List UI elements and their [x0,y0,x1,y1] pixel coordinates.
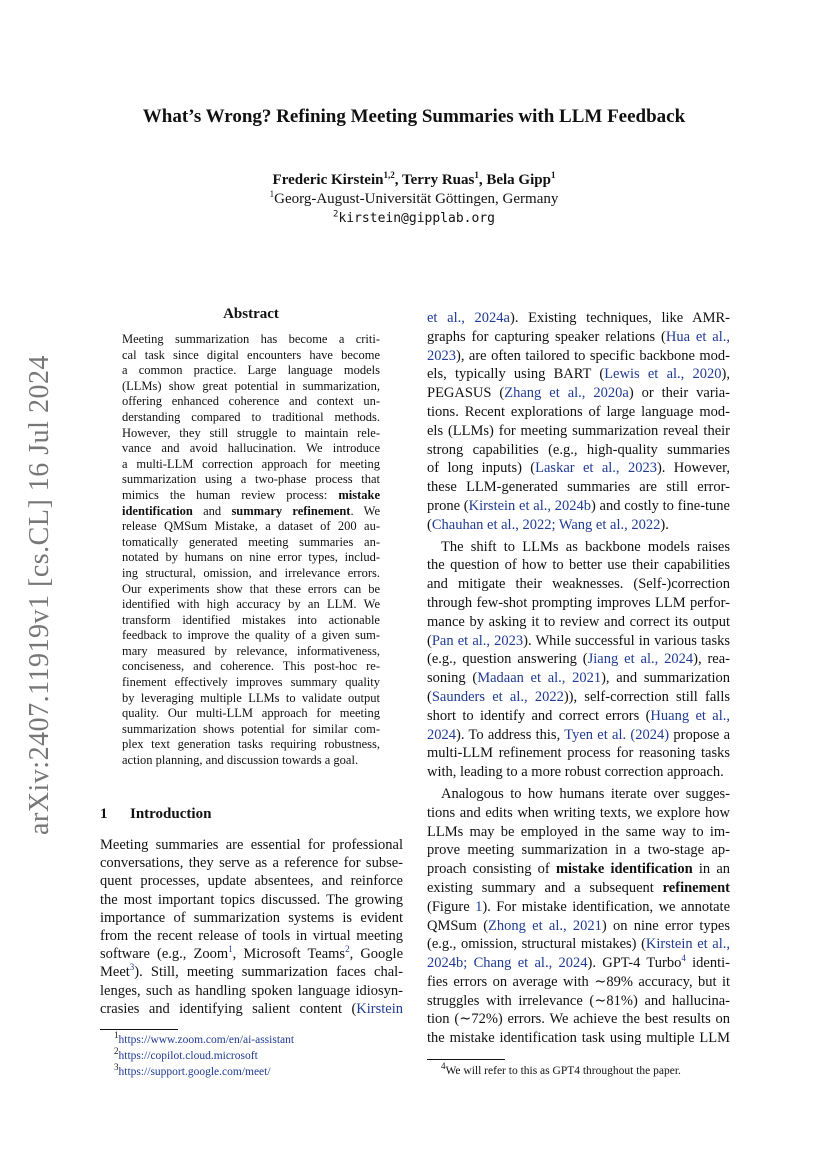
citation-link[interactable]: Tyen et al. (2024) [564,726,670,743]
footnotes-left: $^1$https://www.zoom.com/en/ai-assistant $^2$https://copilot.cloud.microsoft $^3$https://support.google.com/meet/ [114,1030,295,1078]
citation-link[interactable]: Pan et al., 2023 [431,632,524,649]
abstract-line: a common practice. Large language models [122,363,380,378]
citation-link[interactable]: Laskar et al., 2023 [535,460,657,477]
abstract-line: Our experiments show that these errors can be [122,581,380,596]
citation-link[interactable]: Zhong et al., 2021 [488,917,602,934]
author-list: Frederic Kirstein$^{1,2}$, Terry Ruas$^1$, Bela Gipp$^1$ [272,170,556,188]
footnote-right: $^4$We will refer to this as GPT4 throughout the paper. [441,1061,681,1077]
abstract-heading: Abstract [223,306,279,322]
abstract-line: cal task since digital encounters have become [122,347,380,362]
abstract-body [122,332,380,769]
citation-link[interactable]: Kirstein et al., [645,936,730,953]
author-name: Bela Gipp [486,172,551,188]
abstract-line: derstanding compared to traditional methods. [122,409,380,424]
footnote-link[interactable]: https://copilot.cloud.microsoft [118,1050,258,1062]
section-heading-introduction: 1 Introduction [100,806,212,822]
abstract-line: a multi-LLM correction approach for meeting [122,456,380,471]
citation-link[interactable]: Lewis et al., 2020 [604,366,722,383]
abstract-line: However, they still struggle to maintain rele- [122,425,380,440]
author-name: Frederic Kirstein [272,172,384,188]
paper-title: What’s Wrong? Refining Meeting Summaries with LLM Feedback [142,106,686,127]
author-email: $^2$kirstein@gipplab.org [333,209,495,226]
abstract-line: by leveraging multiple LLMs to validate output [122,690,380,705]
abstract-line: summarization using a two-phase process that [122,472,380,487]
intro-column-right: et al., 2024a). Existing techniques, like AMR- graphs for capturing speaker relations (Hua et al., 2023), are often tailored to specific backbone mod- els, typically using BART (Lewis et al., 2020), PEGASUS (Zhang et al., 2020a) or their varia- tions. Recent explorations of large language mod- els (LLMs) for meeting summarization reveal their strong capabilities (e.g., high-quality summaries of long inputs) (Laskar et al., 2023). However, these LLM-generated summaries are still error- prone (Kirstein et al., 2024b) and costly to fine-tune (Chauhan et al., 2022; Wang et al., 2022). The shift to LLMs as backbone models raises the question of how to better use their capabilities and mitigate their weaknesses. (Self-)correction through few-shot prompting improves LLM perfor- mance by asking it to review and correct its output (Pan et al., 2023). While successful in various tasks (e.g., question answering (Jiang et al., 2024), rea- soning (Madaan et al., 2021), and summarization (Saunders et al., 2022)), self-correction still falls short to identify and correct errors (Huang et al., 2024). To address this, Tyen et al. (2024) propose a multi-LLM refinement process for reasoning tasks with, leading to a more robust correction approach. Analogous to how humans iterate over sugges- tions and edits when writing texts, we explore how LLMs may be employed in the same way to im- prove meeting summarization in a two-stage ap- proach consisting of mistake identification in an existing summary and a subsequent refinement (Figure 1). For mistake identification, we annotate QMSum (Zhong et al., 2021) on nine error types (e.g., omission, structural mistakes) (Kirstein et al., 2024b; Chang et al., 2024). GPT-4 Turbo$^4$ identi- fies errors on average with ∼89% accuracy, but it struggles with irrelevance (∼81%) and hallucina- tion (∼72%) errors. We achieve the best results on the mistake identification task using multiple LLM [427,310,731,1047]
citation-link[interactable]: 2024b; Chang et al., 2024 [427,955,588,972]
citation-link[interactable]: 2023 [427,347,456,364]
affiliation: $^1$Georg-August-Universität Göttingen, Germany [269,189,559,207]
citation-link[interactable]: et al., 2024a [427,310,510,326]
citation-link[interactable]: Hua et al., [665,328,730,345]
abstract-line: Meeting summarization has become a criti- [122,332,380,346]
author-name: Terry Ruas [401,172,475,188]
abstract-line: notated by humans on nine error types, includ- [122,550,380,565]
paragraph: The shift to LLMs as backbone models raises the question of how to better use their capabilities and mitigate their weaknesses. (Self-)correction through few-shot prompting improves LLM perfor- mance by asking it to review and correct its output (Pan et al., 2023). While successful in various tasks (e.g., question answering (Jiang et al., 2024), rea- soning (Madaan et al., 2021), and summarization (Saunders et al., 2022)), self-correction still falls short to identify and correct errors (Huang et al., 2024). To address this, Tyen et al. (2024) propose a multi-LLM refinement process for reasoning tasks with, leading to a more robust correction approach. [427,538,731,781]
intro-column-left: Meeting summaries are essential for professional conversations, they serve as a reference for subse- quent processes, update absentees, and reinforce the most important topics discussed. The growing importance of summarization systems is evident from the recent release of tools in virtual meeting software (e.g., Zoom$^1$, Microsoft Teams$^2$, Google Meet$^3$). Still, meeting summarization faces chal- lenges, such as handling spoken language idiosyn- crasies and identifying salient content (Kirstein [100,837,403,1017]
abstract-line: summarization shows potential for similar com- [122,721,380,736]
citation-link[interactable]: Madaan et al., 2021 [477,670,602,687]
abstract-line: release QMSum Mistake, a dataset of 200 au- [122,519,380,534]
abstract-line: quality. Our multi-LLM approach for meeting [122,706,380,721]
citation-link[interactable]: 2024 [427,726,456,743]
footnote-divider [100,1029,178,1030]
citation-link[interactable]: Kirstein [356,1000,403,1017]
abstract-line: tomatically generated meeting summaries an- [122,534,380,549]
abstract-line: action planning, and discussion towards a goal. [122,753,359,768]
abstract-line: identification and summary refinement. We [122,503,380,518]
abstract-line: transform identified mistakes into actionable [122,612,380,627]
abstract-line: ing structural, omission, and irrelevance errors. [122,565,380,580]
footnote-link[interactable]: https://support.google.com/meet/ [118,1066,271,1078]
abstract-line: identified with high accuracy by an LLM. We [122,597,380,612]
citation-link[interactable]: Kirstein et al., 2024b [468,497,591,514]
citation-link[interactable]: Saunders et al., 2022 [431,688,564,705]
citation-link[interactable]: Huang et al., [650,707,730,724]
footnote-divider [427,1059,505,1060]
citation-link[interactable]: Chauhan et al., 2022; Wang et al., 2022 [431,516,661,533]
abstract-line: finement effectively improves summary quality [122,675,380,690]
citation-link[interactable]: Jiang et al., 2024 [587,651,694,668]
abstract-line: vance and avoid hallucination. We introduce [122,441,380,456]
abstract-line: feedback to improve the quality of a given sum- [122,628,380,643]
abstract-line: plex text generation tasks requiring robustness, [122,737,380,752]
abstract-line: (LLMs) show great potential in summarization, [122,378,380,393]
footnote-link[interactable]: https://www.zoom.com/en/ai-assistant [118,1034,295,1046]
arxiv-stamp: arXiv:2407.11919v1 [cs.CL] 16 Jul 2024 [24,355,55,835]
abstract-line: conciseness, and coherence. This post-hoc re- [122,659,380,674]
figure-link[interactable]: 1 [475,898,483,915]
abstract-line: mary measured by relevance, informativeness, [122,643,380,658]
citation-link[interactable]: Zhang et al., 2020a [504,385,629,402]
paragraph: Analogous to how humans iterate over sugges- tions and edits when writing texts, we explore how LLMs may be employed in the same way to im- prove meeting summarization in a two-stage ap- proach consisting of mistake identification in an existing summary and a subsequent refinement (Figure 1). For mistake identification, we annotate QMSum (Zhong et al., 2021) on nine error types (e.g., omission, structural mistakes) (Kirstein et al., 2024b; Chang et al., 2024). GPT-4 Turbo$^4$ identi- fies errors on average with ∼89% accuracy, but it struggles with irrelevance (∼81%) and hallucina- tion (∼72%) errors. We achieve the best results on the mistake identification task using multiple LLM [427,785,731,1047]
abstract-line: mimics the human review process: mistake [122,487,380,502]
abstract-line: offering enhanced coherence and context un- [122,394,380,409]
